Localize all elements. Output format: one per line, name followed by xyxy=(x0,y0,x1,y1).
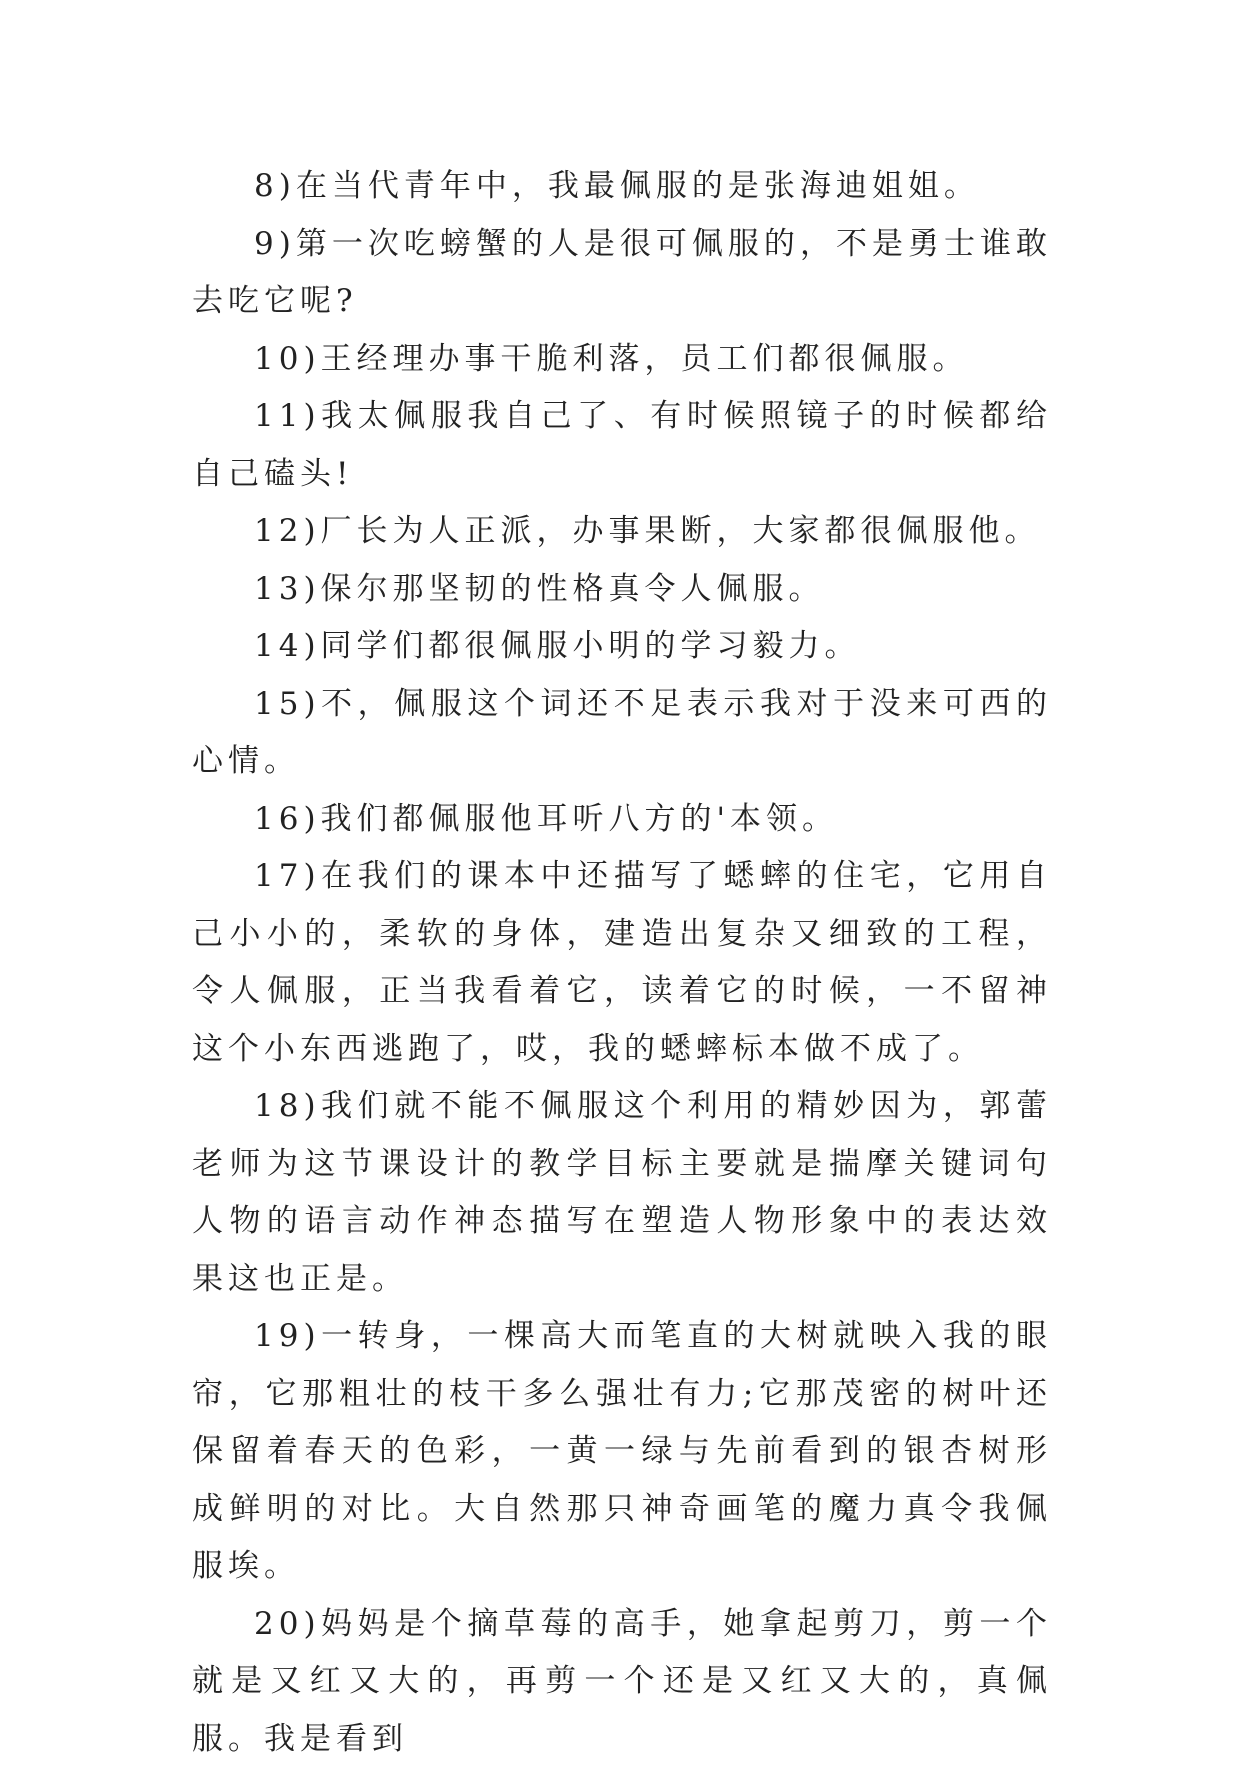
paragraph-12: 12)厂长为人正派，办事果断，大家都很佩服他。 xyxy=(192,503,1052,561)
paragraph-15: 15)不，佩服这个词还不足表示我对于没来可西的心情。 xyxy=(192,676,1052,791)
paragraph-18: 18)我们就不能不佩服这个利用的精妙因为，郭蕾老师为这节课设计的教学目标主要就是揣摩关键词句人物的语言动作神态描写在塑造人物形象中的表达效果这也正是。 xyxy=(192,1078,1052,1308)
paragraph-11: 11)我太佩服我自己了、有时候照镜子的时候都给自己磕头! xyxy=(192,388,1052,503)
paragraph-9: 9)第一次吃螃蟹的人是很可佩服的，不是勇士谁敢去吃它呢? xyxy=(192,216,1052,331)
paragraph-13: 13)保尔那坚韧的性格真令人佩服。 xyxy=(192,561,1052,619)
paragraph-16: 16)我们都佩服他耳听八方的'本领。 xyxy=(192,791,1052,849)
paragraph-20: 20)妈妈是个摘草莓的高手，她拿起剪刀，剪一个就是又红又大的，再剪一个还是又红又大的，真佩服。我是看到 xyxy=(192,1596,1052,1768)
paragraph-10: 10)王经理办事干脆利落，员工们都很佩服。 xyxy=(192,331,1052,389)
paragraph-14: 14)同学们都很佩服小明的学习毅力。 xyxy=(192,618,1052,676)
paragraph-8: 8)在当代青年中，我最佩服的是张海迪姐姐。 xyxy=(192,158,1052,216)
paragraph-17: 17)在我们的课本中还描写了蟋蟀的住宅，它用自己小小的，柔软的身体，建造出复杂又细致的工程，令人佩服，正当我看着它，读着它的时候，一不留神这个小东西逃跑了，哎，我的蟋蟀标本做不成了。 xyxy=(192,848,1052,1078)
document-body xyxy=(192,158,1052,1768)
paragraph-19: 19)一转身，一棵高大而笔直的大树就映入我的眼帘，它那粗壮的枝干多么强壮有力;它那茂密的树叶还保留着春天的色彩，一黄一绿与先前看到的银杏树形成鲜明的对比。大自然那只神奇画笔的魔力真令我佩服埃。 xyxy=(192,1308,1052,1596)
